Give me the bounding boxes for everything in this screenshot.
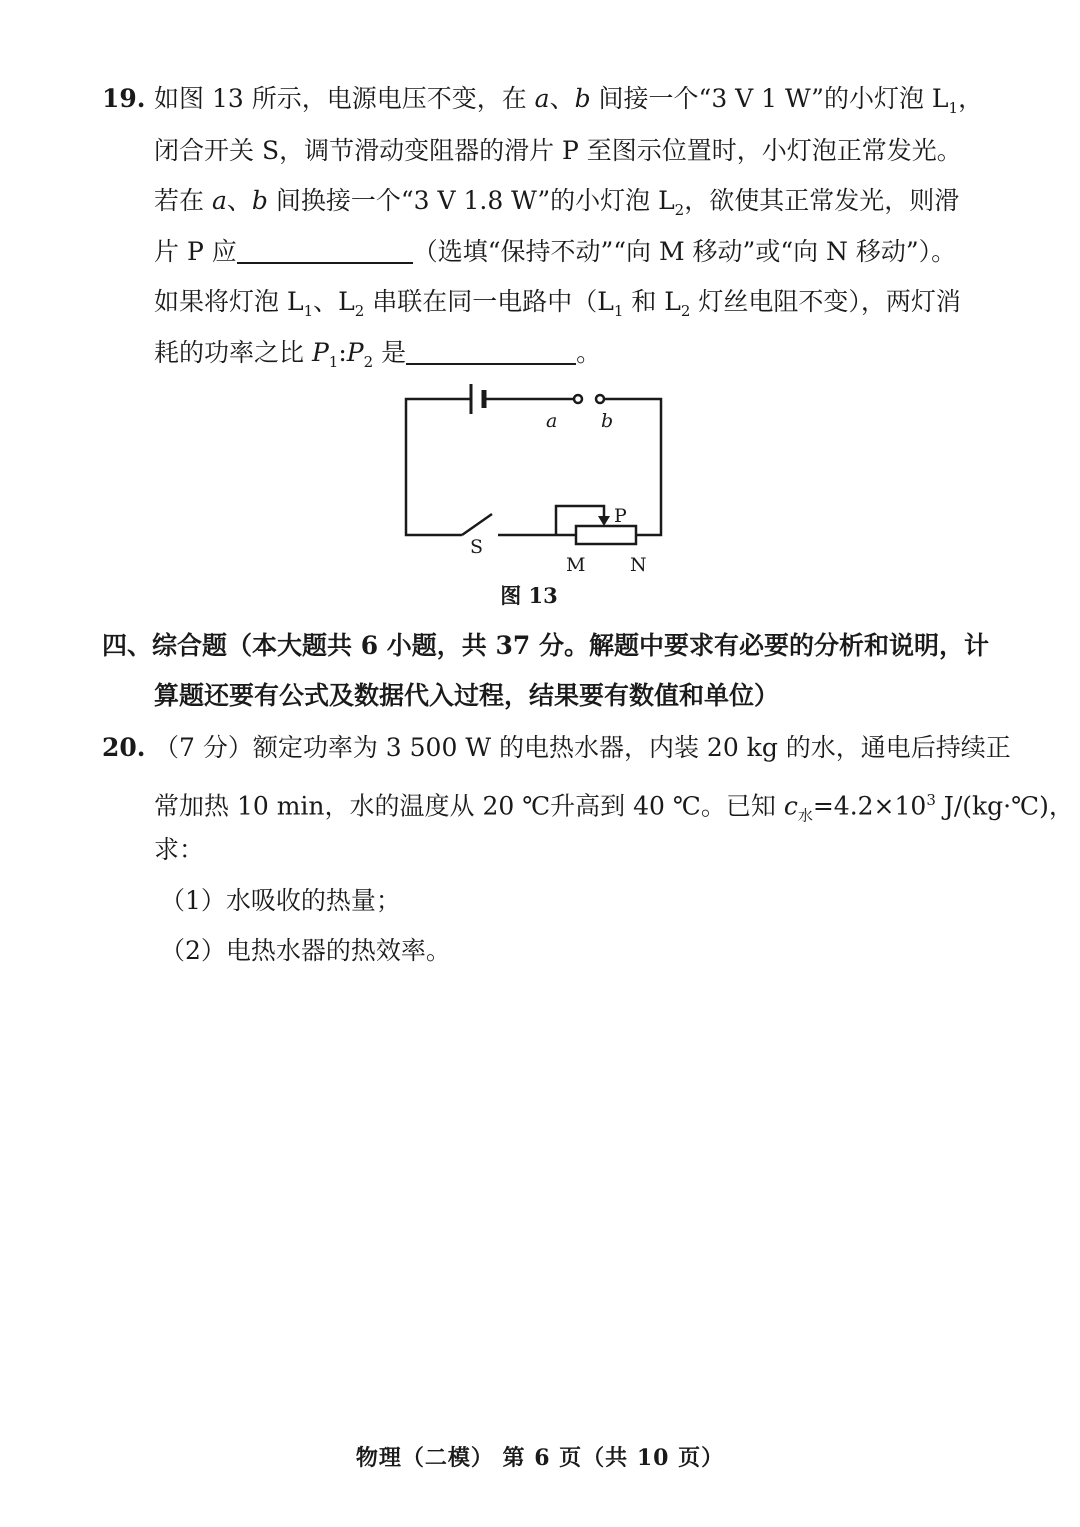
label-b: b [601, 410, 614, 432]
question-20-number: 20. [102, 733, 146, 762]
page-footer: 物理（二模） 第 6 页（共 10 页） [355, 1445, 725, 1471]
q19-line-1: 如图 13 所示，电源电压不变，在 a、b 间接一个“3 V 1 W”的小灯泡 $L_1$， [154, 84, 984, 117]
circuit-diagram [0, 0, 1080, 600]
section-heading-cont: 算题还要有公式及数据代入过程，结果要有数值和单位） [154, 681, 780, 710]
q19-line-4: 片 P 应 （选填“保持不动”“向 M 移动”或“向 N 移动”）。 [154, 237, 957, 266]
q19-line-3: 若在 a、b 间换接一个“3 V 1.8 W”的小灯泡 $L_2$，欲使其正常发光，则滑 [154, 186, 960, 219]
q20-line-3: 求： [154, 835, 205, 864]
q20-line-2: 常加热 10 min，水的温度从 20 ℃升高到 40 ℃。已知 $c_水=4.2\times 10^3$ J/(kg·℃)， [154, 791, 1074, 825]
wire-left [406, 399, 470, 535]
figure-caption: 图 13 [500, 583, 558, 608]
label-m: M [566, 554, 586, 576]
label-slider: P [614, 505, 627, 527]
label-switch: S [470, 536, 484, 558]
switch-blade [462, 514, 492, 535]
label-n: N [630, 554, 647, 576]
q20-sub-1: （1）水吸收的热量； [160, 886, 401, 915]
q19-line-6: 耗的功率之比 $P_1:P_2$ 是 。 [154, 338, 602, 371]
section-heading: 四、综合题（本大题共 6 小题，共 37 分。解题中要求有必要的分析和说明，计 [102, 631, 990, 660]
q20-line-1: （7 分）额定功率为 3 500 W 的电热水器，内装 20 kg 的水，通电后持续正 [154, 733, 1011, 762]
terminal-a [574, 395, 582, 403]
terminal-b [596, 395, 604, 403]
slider-arrow [598, 516, 610, 526]
q19-line-2: 闭合开关 S，调节滑动变阻器的滑片 P 至图示位置时，小灯泡正常发光。 [154, 136, 962, 165]
q19-line-5: 如果将灯泡 $L_1$、$L_2$ 串联在同一电路中（$L_1$ 和 $L_2$ 灯丝电阻不变），两灯消 [154, 287, 961, 320]
rheostat [576, 526, 636, 544]
question-19-number: 19. [102, 84, 146, 113]
label-a: a [546, 410, 558, 432]
q20-sub-2: （2）电热水器的热效率。 [160, 936, 451, 965]
